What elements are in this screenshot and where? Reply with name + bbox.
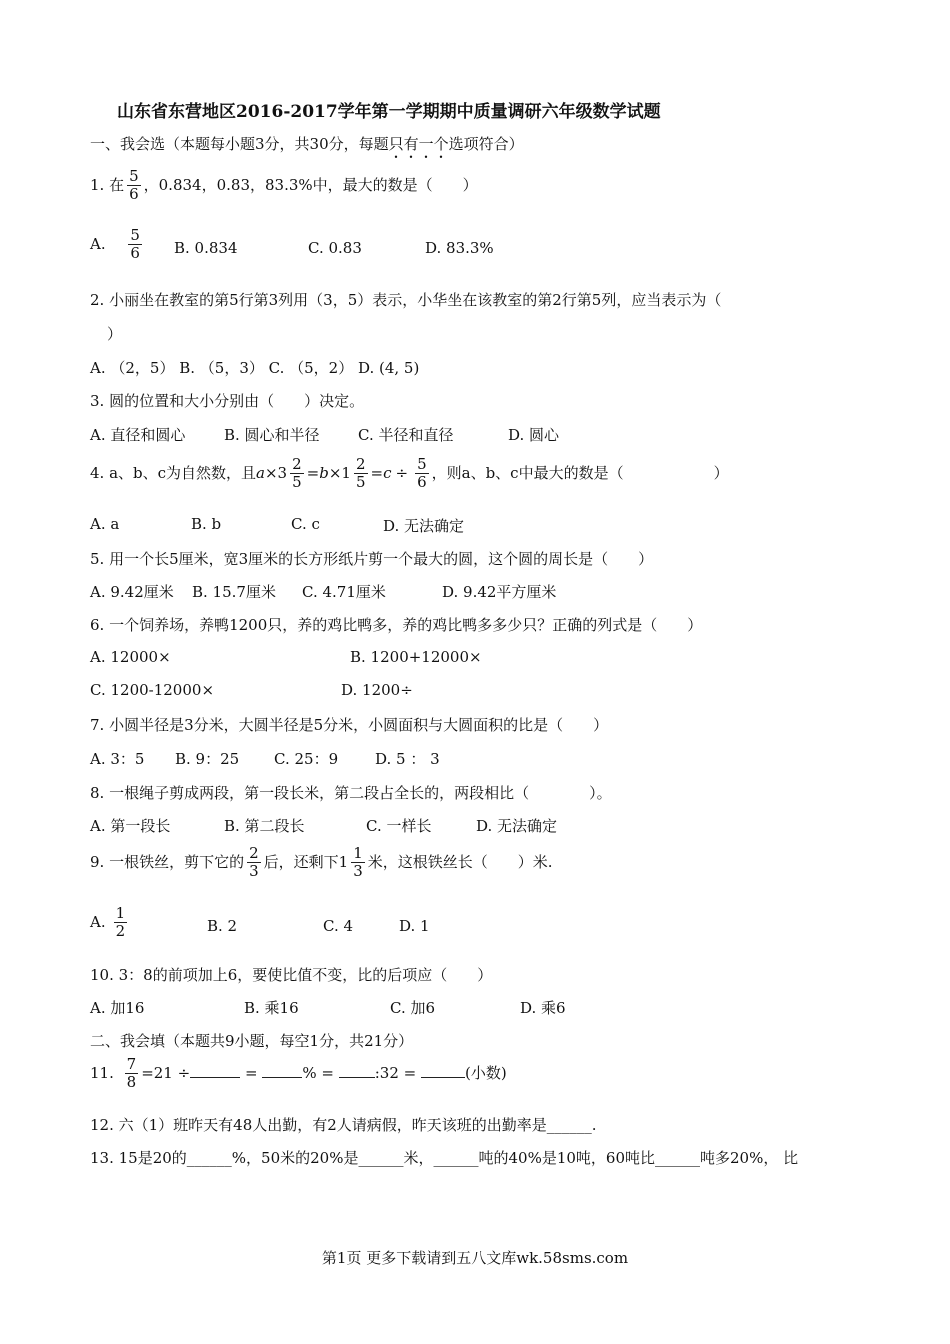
- q9-optA-num: 1: [115, 904, 126, 922]
- q1-optC: C. 0.83: [308, 239, 362, 257]
- q11-eq2: =: [321, 1063, 334, 1082]
- q4-post: ，则a、b、c中最大的数是（ ）: [431, 463, 729, 482]
- q4-fraction-2: [354, 456, 368, 492]
- q10-optB: B. 乘16: [244, 999, 299, 1017]
- q10-optC: C. 加6: [390, 999, 436, 1017]
- q11-f-num: 7: [126, 1055, 137, 1073]
- q9-optD: D. 1: [399, 917, 430, 935]
- q9-f2-den: 3: [353, 862, 363, 881]
- q5-optB: B. 15.7厘米: [192, 583, 276, 601]
- q4-var-a: a: [256, 463, 265, 482]
- q4-pre: 4. a、b、c为自然数，且: [90, 463, 257, 482]
- q9-fraction-2: [351, 845, 365, 881]
- q3-optA: A. 直径和圆心: [90, 426, 186, 444]
- q9-pre: 9. 一根铁丝，剪下它的: [90, 852, 245, 871]
- question-9: [90, 845, 553, 881]
- q9-f1-den: 3: [249, 862, 259, 881]
- q8-optD: D. 无法确定: [476, 817, 558, 835]
- q10-optA: A. 加16: [90, 999, 145, 1017]
- q4-f1-num: 2: [292, 455, 302, 473]
- q9-post: 米，这根铁丝长（ ）米.: [367, 852, 553, 871]
- q4-f3-den: 6: [417, 473, 427, 492]
- q4-fraction-3: [415, 456, 429, 492]
- q7-optA: A. 3：5: [90, 750, 145, 768]
- q3-optB: B. 圆心和半径: [224, 426, 320, 444]
- q2-options: A. （2，5） B. （5，3） C. （5，2） D. (4, 5): [90, 359, 420, 377]
- q4-times2: ×1: [328, 463, 351, 482]
- page-footer: 第1页 更多下载请到五八文库wk.58sms.com: [321, 1249, 629, 1267]
- q8-optA: A. 第一段长: [90, 817, 171, 835]
- q4-optB: B. b: [191, 515, 222, 533]
- q9-optC: C. 4: [323, 917, 354, 935]
- q4-times1: ×3: [264, 463, 288, 482]
- q3-text: 3. 圆的位置和大小分别由（ ）决定。: [90, 392, 365, 410]
- q4-f2-num: 2: [355, 455, 366, 473]
- q4-f1-den: 5: [292, 473, 302, 492]
- q4-optD: D. 无法确定: [383, 517, 465, 535]
- q1-options: [90, 227, 145, 263]
- q9-optA-label: A.: [90, 912, 106, 931]
- section1-heading: [90, 133, 524, 162]
- q7-optC: C. 25：9: [274, 750, 339, 768]
- q11-blank-2[interactable]: [262, 1063, 302, 1078]
- q9-mid: 后，还剩下1: [263, 852, 349, 871]
- q11-eq1: =: [244, 1063, 258, 1082]
- q5-optD: D. 9.42平方厘米: [442, 583, 557, 601]
- q3-optC: C. 半径和直径: [358, 426, 454, 444]
- section2-heading: 二、我会填（本题共9小题，每空1分，共21分）: [90, 1032, 414, 1050]
- q4-var-c: c: [383, 463, 392, 482]
- q11-f-den: 8: [126, 1073, 137, 1092]
- q9-optA-den: 2: [115, 922, 126, 941]
- q4-fraction-1: [290, 456, 304, 492]
- q4-eq2: =: [370, 463, 384, 482]
- q6-optB: B. 1200+12000×: [350, 648, 482, 666]
- q7-text: 7. 小圆半径是3分米，大圆半径是5分米，小圆面积与大圆面积的比是（ ）: [90, 716, 609, 734]
- q1-optA-den: 6: [130, 244, 140, 263]
- question-11: [90, 1056, 507, 1092]
- section1-heading-pre: 一、我会选（本题每小题3分，共30分，每题: [90, 135, 389, 153]
- q1-pre: 1. 在: [90, 175, 125, 194]
- q4-var-b: b: [319, 463, 329, 482]
- q1-frac-den: 6: [129, 185, 139, 204]
- q5-optA: A. 9.42厘米: [90, 583, 174, 601]
- q6-optD: D. 1200÷: [341, 681, 413, 699]
- q1-optA-num: 5: [130, 226, 140, 244]
- q11-part1: =21 ÷: [141, 1063, 191, 1082]
- q8-text: 8. 一根绳子剪成两段，第一段长米，第二段占全长的，两段相比（ ）。: [90, 784, 612, 802]
- q5-optC: C. 4.71厘米: [302, 583, 386, 601]
- q8-optB: B. 第二段长: [224, 817, 305, 835]
- question-4: [90, 456, 729, 492]
- q11-blank-1[interactable]: [190, 1063, 240, 1078]
- q11-tail: (小数): [465, 1063, 507, 1082]
- q9-fraction-1: [247, 845, 261, 881]
- q4-f2-den: 5: [355, 473, 366, 492]
- q2-line2: ）: [107, 325, 123, 343]
- page-title: 山东省东营地区2016-2017学年第一学期期中质量调研六年级数学试题: [117, 102, 661, 122]
- q10-text: 10. 3：8的前项加上6，要使比值不变，比的后项应（ ）: [90, 966, 493, 984]
- q4-div: ÷: [395, 463, 409, 482]
- q1-optA-label: A.: [90, 234, 106, 253]
- q11-blank-3[interactable]: [339, 1063, 375, 1078]
- q11-eq3: =: [403, 1063, 417, 1082]
- q9-f1-num: 2: [249, 844, 259, 862]
- q12-text: 12. 六（1）班昨天有48人出勤，有2人请病假，昨天该班的出勤率是______.: [90, 1116, 597, 1134]
- q4-optC: C. c: [291, 515, 320, 533]
- q4-eq1: =: [306, 463, 320, 482]
- q2-line1: 2. 小丽坐在教室的第5行第3列用（3，5）表示，小华坐在该教室的第2行第5列，应当表示为（: [90, 291, 722, 309]
- q3-optD: D. 圆心: [508, 426, 560, 444]
- q6-text: 6. 一个饲养场，养鸭1200只，养的鸡比鸭多，养的鸡比鸭多多少只？正确的列式是（ ）: [90, 616, 703, 634]
- q4-f3-num: 5: [417, 455, 427, 473]
- q11-label: 11.: [90, 1063, 114, 1082]
- q11-colon: :32: [374, 1063, 399, 1082]
- section1-heading-post: 选项符合）: [448, 135, 524, 153]
- q4-optA: A. a: [90, 515, 120, 533]
- q9-f2-num: 1: [353, 844, 363, 862]
- q10-optD: D. 乘6: [520, 999, 566, 1017]
- q9-optB: B. 2: [207, 917, 238, 935]
- q1-optA-fraction: [128, 227, 142, 263]
- q7-optD: D. 5 ： 3: [375, 750, 440, 768]
- q1-optD: D. 83.3%: [425, 239, 494, 257]
- q6-optC: C. 1200-12000×: [90, 681, 215, 699]
- q9-optA-fraction: [114, 905, 128, 941]
- q11-pct: %: [302, 1063, 317, 1082]
- question-1: [90, 168, 478, 204]
- section1-heading-emphasis: 只有一个: [388, 135, 449, 153]
- q6-optA: A. 12000×: [90, 648, 171, 666]
- q11-fraction: [125, 1056, 139, 1092]
- q5-text: 5. 用一个长5厘米，宽3厘米的长方形纸片剪一个最大的圆，这个圆的周长是（ ）: [90, 550, 654, 568]
- q1-post: ，0.834，0.83，83.3%中，最大的数是（ ）: [143, 175, 478, 194]
- q9-optA: [90, 905, 130, 941]
- q7-optB: B. 9：25: [175, 750, 240, 768]
- q1-frac-num: 5: [129, 167, 139, 185]
- q11-blank-4[interactable]: [421, 1063, 465, 1078]
- q1-optB: B. 0.834: [174, 239, 238, 257]
- q1-fraction: [127, 168, 141, 204]
- q13-text: 13. 15是20的______%，50米的20%是______米，______吨的40%是10吨，60吨比______吨多20%， 比: [90, 1149, 799, 1167]
- q8-optC: C. 一样长: [366, 817, 432, 835]
